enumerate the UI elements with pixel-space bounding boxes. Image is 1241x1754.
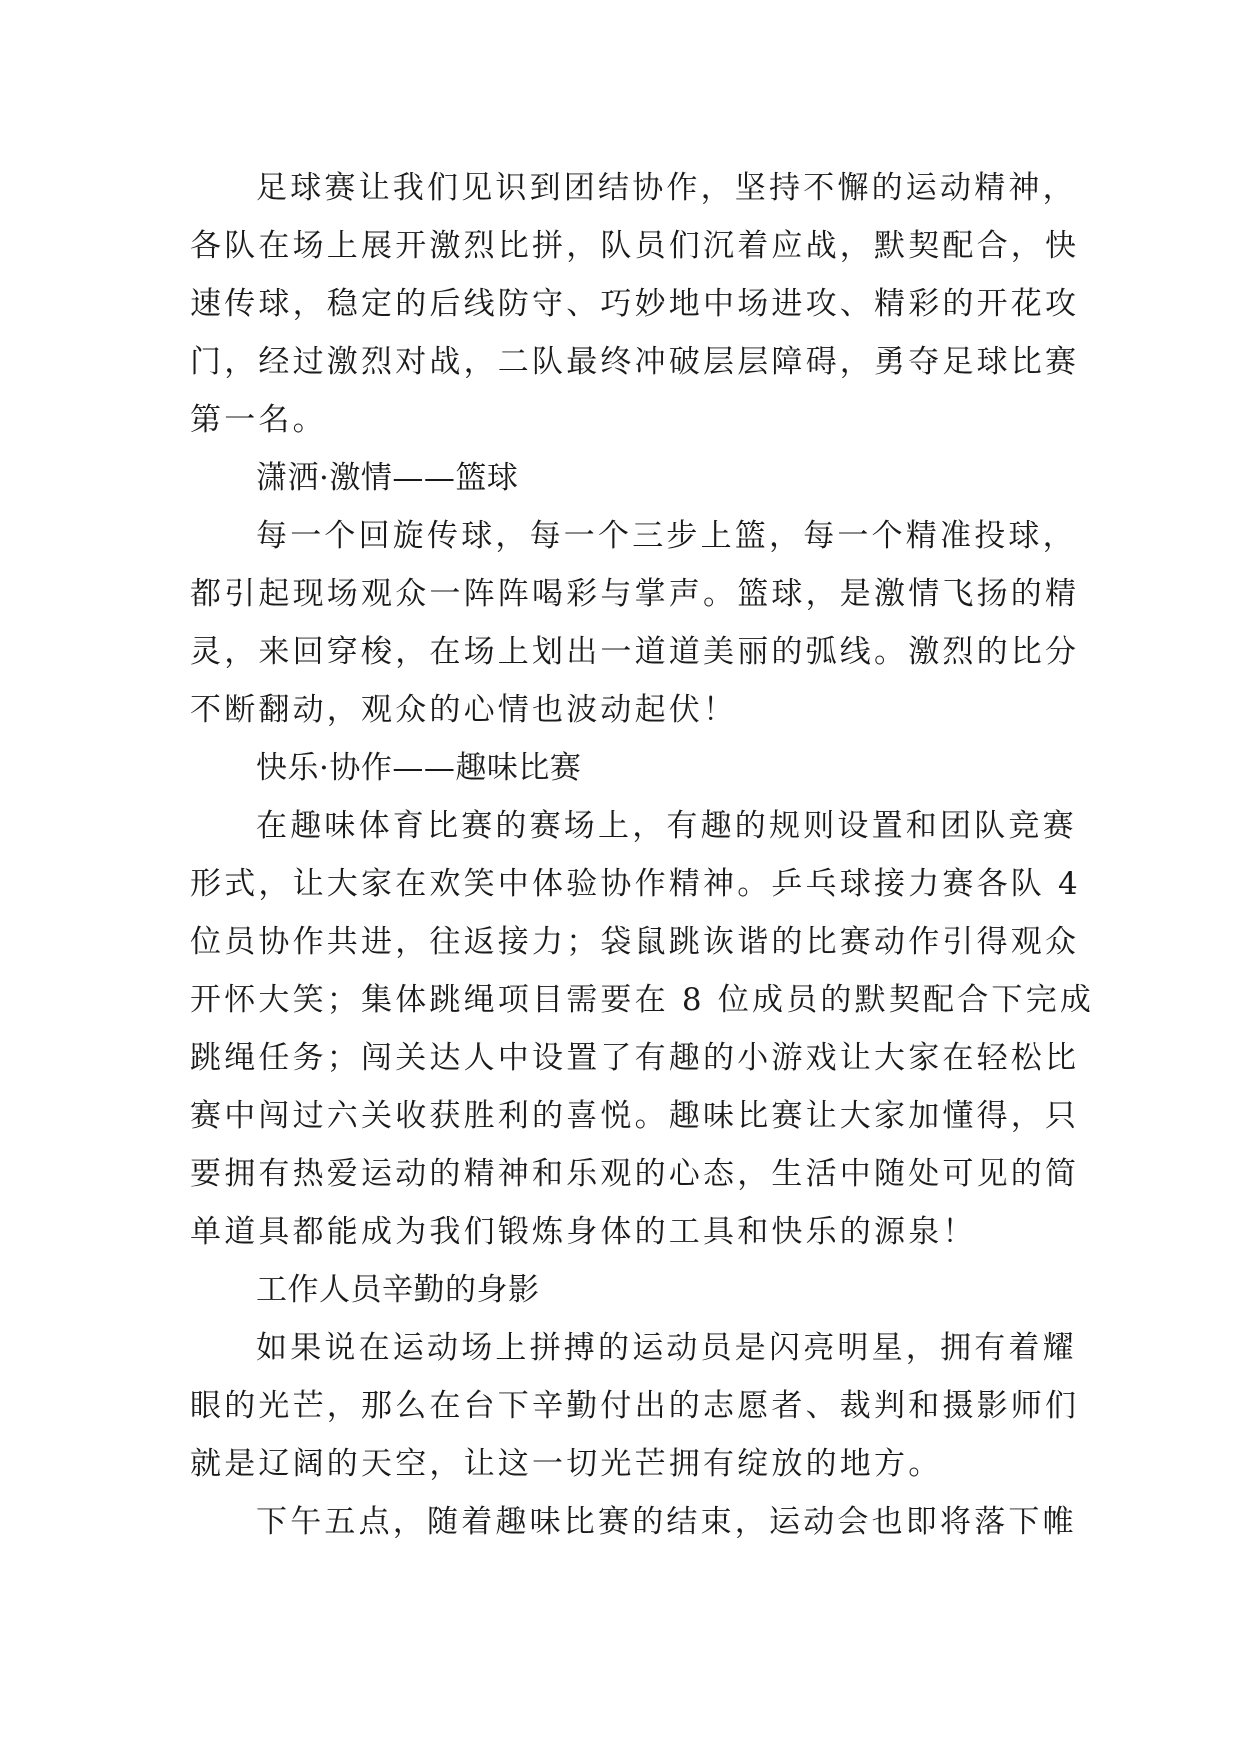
paragraph-line: 眼的光芒，那么在台下辛勤付出的志愿者、裁判和摄影师们 (190, 1388, 1080, 1424)
paragraph-line: 各队在场上展开激烈比拼，队员们沉着应战，默契配合，快 (190, 228, 1080, 264)
paragraph-line: 位员协作共进，往返接力；袋鼠跳诙谐的比赛动作引得观众 (190, 924, 1080, 960)
paragraph-line: 灵，来回穿梭，在场上划出一道道美丽的弧线。激烈的比分 (190, 634, 1080, 670)
paragraph-line: 要拥有热爱运动的精神和乐观的心态，生活中随处可见的简 (190, 1156, 1080, 1192)
paragraph-line: 在趣味体育比赛的赛场上，有趣的规则设置和团队竞赛 (256, 808, 1077, 844)
paragraph-line: 就是辽阔的天空，让这一切光芒拥有绽放的地方。 (190, 1446, 943, 1482)
paragraph-line: 每一个回旋传球，每一个三步上篮，每一个精准投球， (256, 518, 1077, 554)
paragraph-line: 单道具都能成为我们锻炼身体的工具和快乐的源泉！ (190, 1214, 977, 1250)
section-heading-basketball: 潇洒·激情——篮球 (256, 460, 519, 496)
section-heading-staff: 工作人员辛勤的身影 (256, 1272, 540, 1308)
paragraph-line: 如果说在运动场上拼搏的运动员是闪亮明星，拥有着耀 (256, 1330, 1077, 1366)
paragraph-line: 门，经过激烈对战，二队最终冲破层层障碍，勇夺足球比赛 (190, 344, 1080, 380)
paragraph-line: 第一名。 (190, 402, 327, 438)
paragraph-line: 下午五点，随着趣味比赛的结束，运动会也即将落下帷 (256, 1504, 1077, 1540)
paragraph-line: 不断翻动，观众的心情也波动起伏！ (190, 692, 738, 728)
paragraph-line: 形式，让大家在欢笑中体验协作精神。乒乓球接力赛各队 4 (190, 866, 1081, 902)
paragraph-line: 速传球，稳定的后线防守、巧妙地中场进攻、精彩的开花攻 (190, 286, 1080, 322)
paragraph-line: 开怀大笑；集体跳绳项目需要在 8 位成员的默契配合下完成 (190, 982, 1095, 1018)
paragraph-line: 足球赛让我们见识到团结协作，坚持不懈的运动精神， (256, 170, 1077, 206)
paragraph-line: 赛中闯过六关收获胜利的喜悦。趣味比赛让大家加懂得，只 (190, 1098, 1080, 1134)
paragraph-line: 跳绳任务；闯关达人中设置了有趣的小游戏让大家在轻松比 (190, 1040, 1080, 1076)
paragraph-line: 都引起现场观众一阵阵喝彩与掌声。篮球，是激情飞扬的精 (190, 576, 1080, 612)
section-heading-fun-games: 快乐·协作——趣味比赛 (256, 750, 582, 786)
